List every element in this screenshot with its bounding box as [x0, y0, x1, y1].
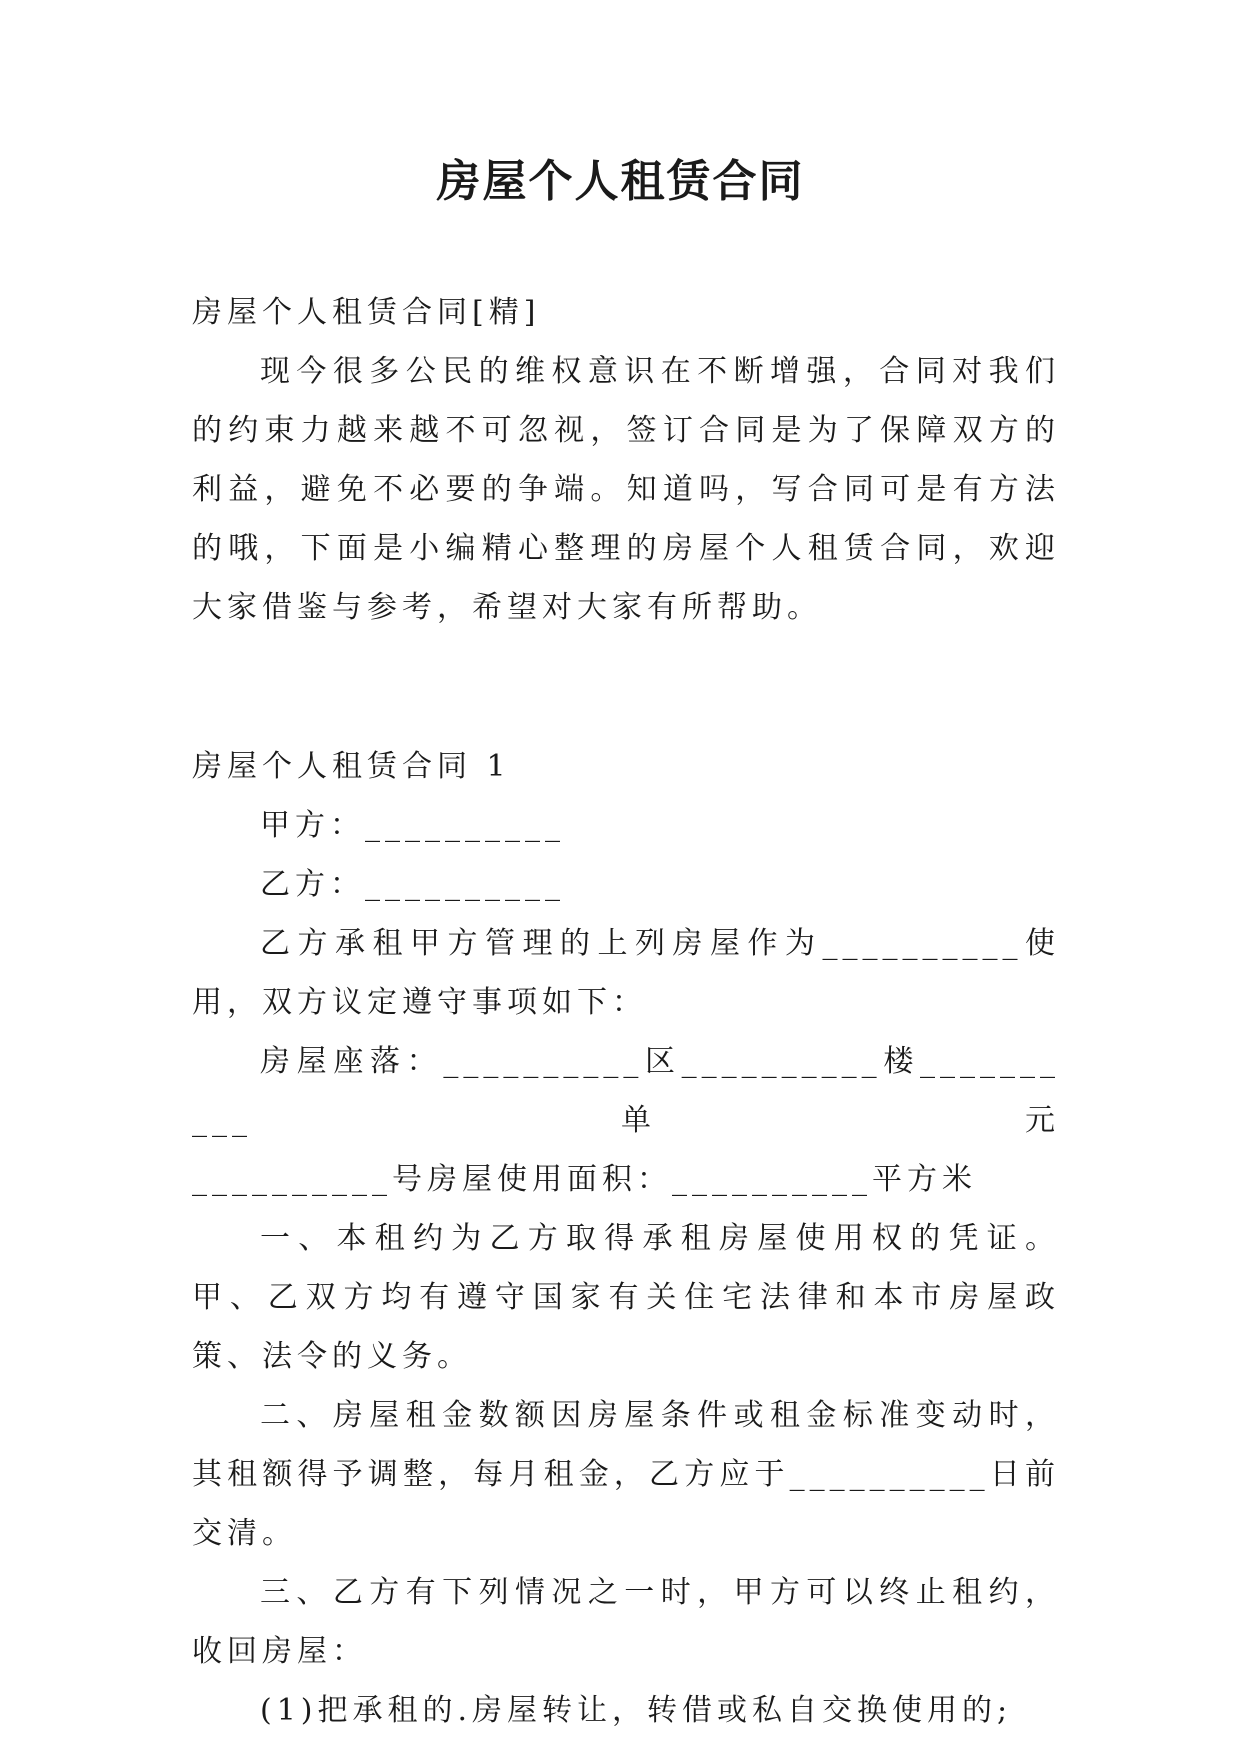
document-subtitle: 房屋个人租赁合同[精] [192, 295, 541, 330]
document-body [192, 283, 1060, 1740]
clause-1: 一、本租约为乙方取得承租房屋使用权的凭证。甲、乙双方均有遵守国家有关住宅法律和本市房屋政策、法令的义务。 [192, 1221, 1060, 1374]
clause-3-item-1: (1)把承租的.房屋转让，转借或私自交换使用的; [260, 1693, 1013, 1728]
clause-3: 三、乙方有下列情况之一时，甲方可以终止租约，收回房屋： [192, 1575, 1060, 1669]
party-a-line: 甲方：__________ [260, 808, 565, 843]
section-heading: 房屋个人租赁合同 1 [192, 749, 511, 784]
intro-paragraph: 现今很多公民的维权意识在不断增强，合同对我们的约束力越来越不可忽视，签订合同是为了保障双方的利益，避免不必要的争端。知道吗，写合同可是有方法的哦，下面是小编精心整理的房屋个人租赁合同，欢迎大家借鉴与参考，希望对大家有所帮助。 [192, 354, 1060, 625]
location-line-1: 房屋座落：__________区__________楼__________单元 [192, 1044, 1060, 1138]
party-b-line: 乙方：__________ [260, 867, 565, 902]
document-title: 房屋个人租赁合同 [436, 156, 805, 207]
section-gap [192, 637, 1060, 737]
clause-2: 二、房屋租金数额因房屋条件或租金标准变动时，其租额得予调整，每月租金，乙方应于__________日前交清。 [192, 1398, 1060, 1551]
location-line-2: __________号房屋使用面积：__________平方米 [192, 1162, 977, 1197]
use-clause: 乙方承租甲方管理的上列房屋作为__________使用，双方议定遵守事项如下： [192, 926, 1060, 1020]
